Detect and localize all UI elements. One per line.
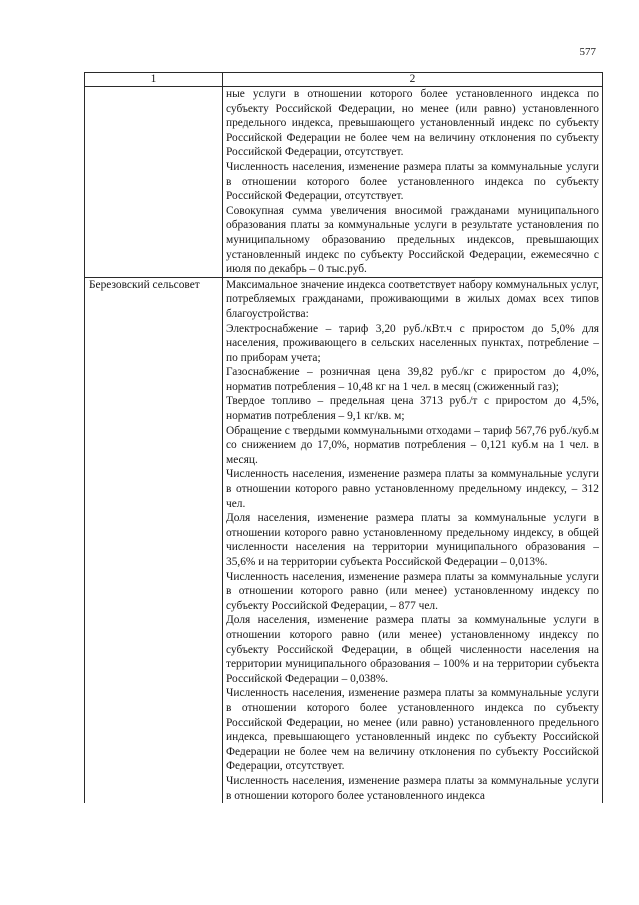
row-1-municipality <box>85 87 223 278</box>
paragraph: Доля населения, изменение размера платы за коммунальные услуги в отношении которого равно (или менее) установленному индексу по субъекту Российской Федерации, в общей численности населения на территории муниципального образования – 100% и на территории субъекта Российской Федерации – 0,038%. <box>226 614 599 685</box>
paragraph: Численность населения, изменение размера платы за коммунальные услуги в отношении которого более установленного индекса по субъекту Российской Федерации, отсутствует. <box>226 160 599 203</box>
table-row <box>85 277 603 803</box>
page-number: 577 <box>579 46 596 58</box>
paragraph: Доля населения, изменение размера платы за коммунальные услуги в отношении которого равно установленному предельному индексу, в общей численности населения на территории муниципального образования – 35,6% и на территории субъекта Российской Федерации – 0,013%. <box>226 512 599 568</box>
table-row <box>85 87 603 278</box>
column-header-2: 2 <box>223 73 603 87</box>
paragraph: Совокупная сумма увеличения вносимой гражданами муниципального образования платы за коммунальные услуги в результате установления по муниципальному образованию предельных индексов, превышающих установленный индекс по субъекту Российской Федерации, ежемесячно с июля по декабрь – 0 тыс.руб. <box>226 204 599 276</box>
paragraph: Численность населения, изменение размера платы за коммунальные услуги в отношении которого равно установленному предельному индексу, – 312 чел. <box>226 468 599 510</box>
paragraph: Численность населения, изменение размера платы за коммунальные услуги в отношении которого равно (или менее) установленному индексу по субъекту Российской Федерации, – 877 чел. <box>226 570 599 612</box>
data-table <box>84 72 603 803</box>
paragraph: ные услуги в отношении которого более установленного индекса по субъекту Российской Федерации, но менее (или равно) установленного предельного индекса, превышающего установленный индекс по субъекту Российской Федерации не более чем на величину отклонения по субъекту Российской Федерации, отсутствует. <box>226 88 599 159</box>
column-header-1: 1 <box>85 73 223 87</box>
paragraph: Максимальное значение индекса соответствует набору коммунальных услуг, потребляемых гражданами, проживающими в жилых домах всех типов благоустройства: <box>226 278 599 320</box>
paragraph: Обращение с твердыми коммунальными отходами – тариф 567,76 руб./куб.м со снижением до 17,0%, норматив потребления – 0,121 куб.м на 1 чел. в месяц. <box>226 424 599 466</box>
table-header-row <box>85 73 603 87</box>
paragraph: Численность населения, изменение размера платы за коммунальные услуги в отношении которого более установленного индекса <box>226 774 599 802</box>
paragraph: Твердое топливо – предельная цена 3713 руб./т с приростом до 4,5%, норматив потребления – 9,1 кг/кв. м; <box>226 395 599 423</box>
paragraph: Газоснабжение – розничная цена 39,82 руб./кг с приростом до 4,0%, норматив потребления – 10,48 кг на 1 чел. в месяц (сжиженный газ); <box>226 366 599 393</box>
row-2-municipality: Березовский сельсовет <box>85 277 223 803</box>
row-2-description <box>223 277 603 803</box>
row-1-description <box>223 87 603 278</box>
paragraph: Численность населения, изменение размера платы за коммунальные услуги в отношении которого более установленного индекса по субъекту Российской Федерации, но менее (или равно) установленного предельного индекса, превышающего установленный индекс по субъекту Российской Федерации не более чем на величину отклонения по субъекту Российской Федерации, отсутствует. <box>226 687 599 773</box>
paragraph: Электроснабжение – тариф 3,20 руб./кВт.ч с приростом до 5,0% для населения, проживающего в сельских населенных пунктах, потребление – по приборам учета; <box>226 322 599 364</box>
